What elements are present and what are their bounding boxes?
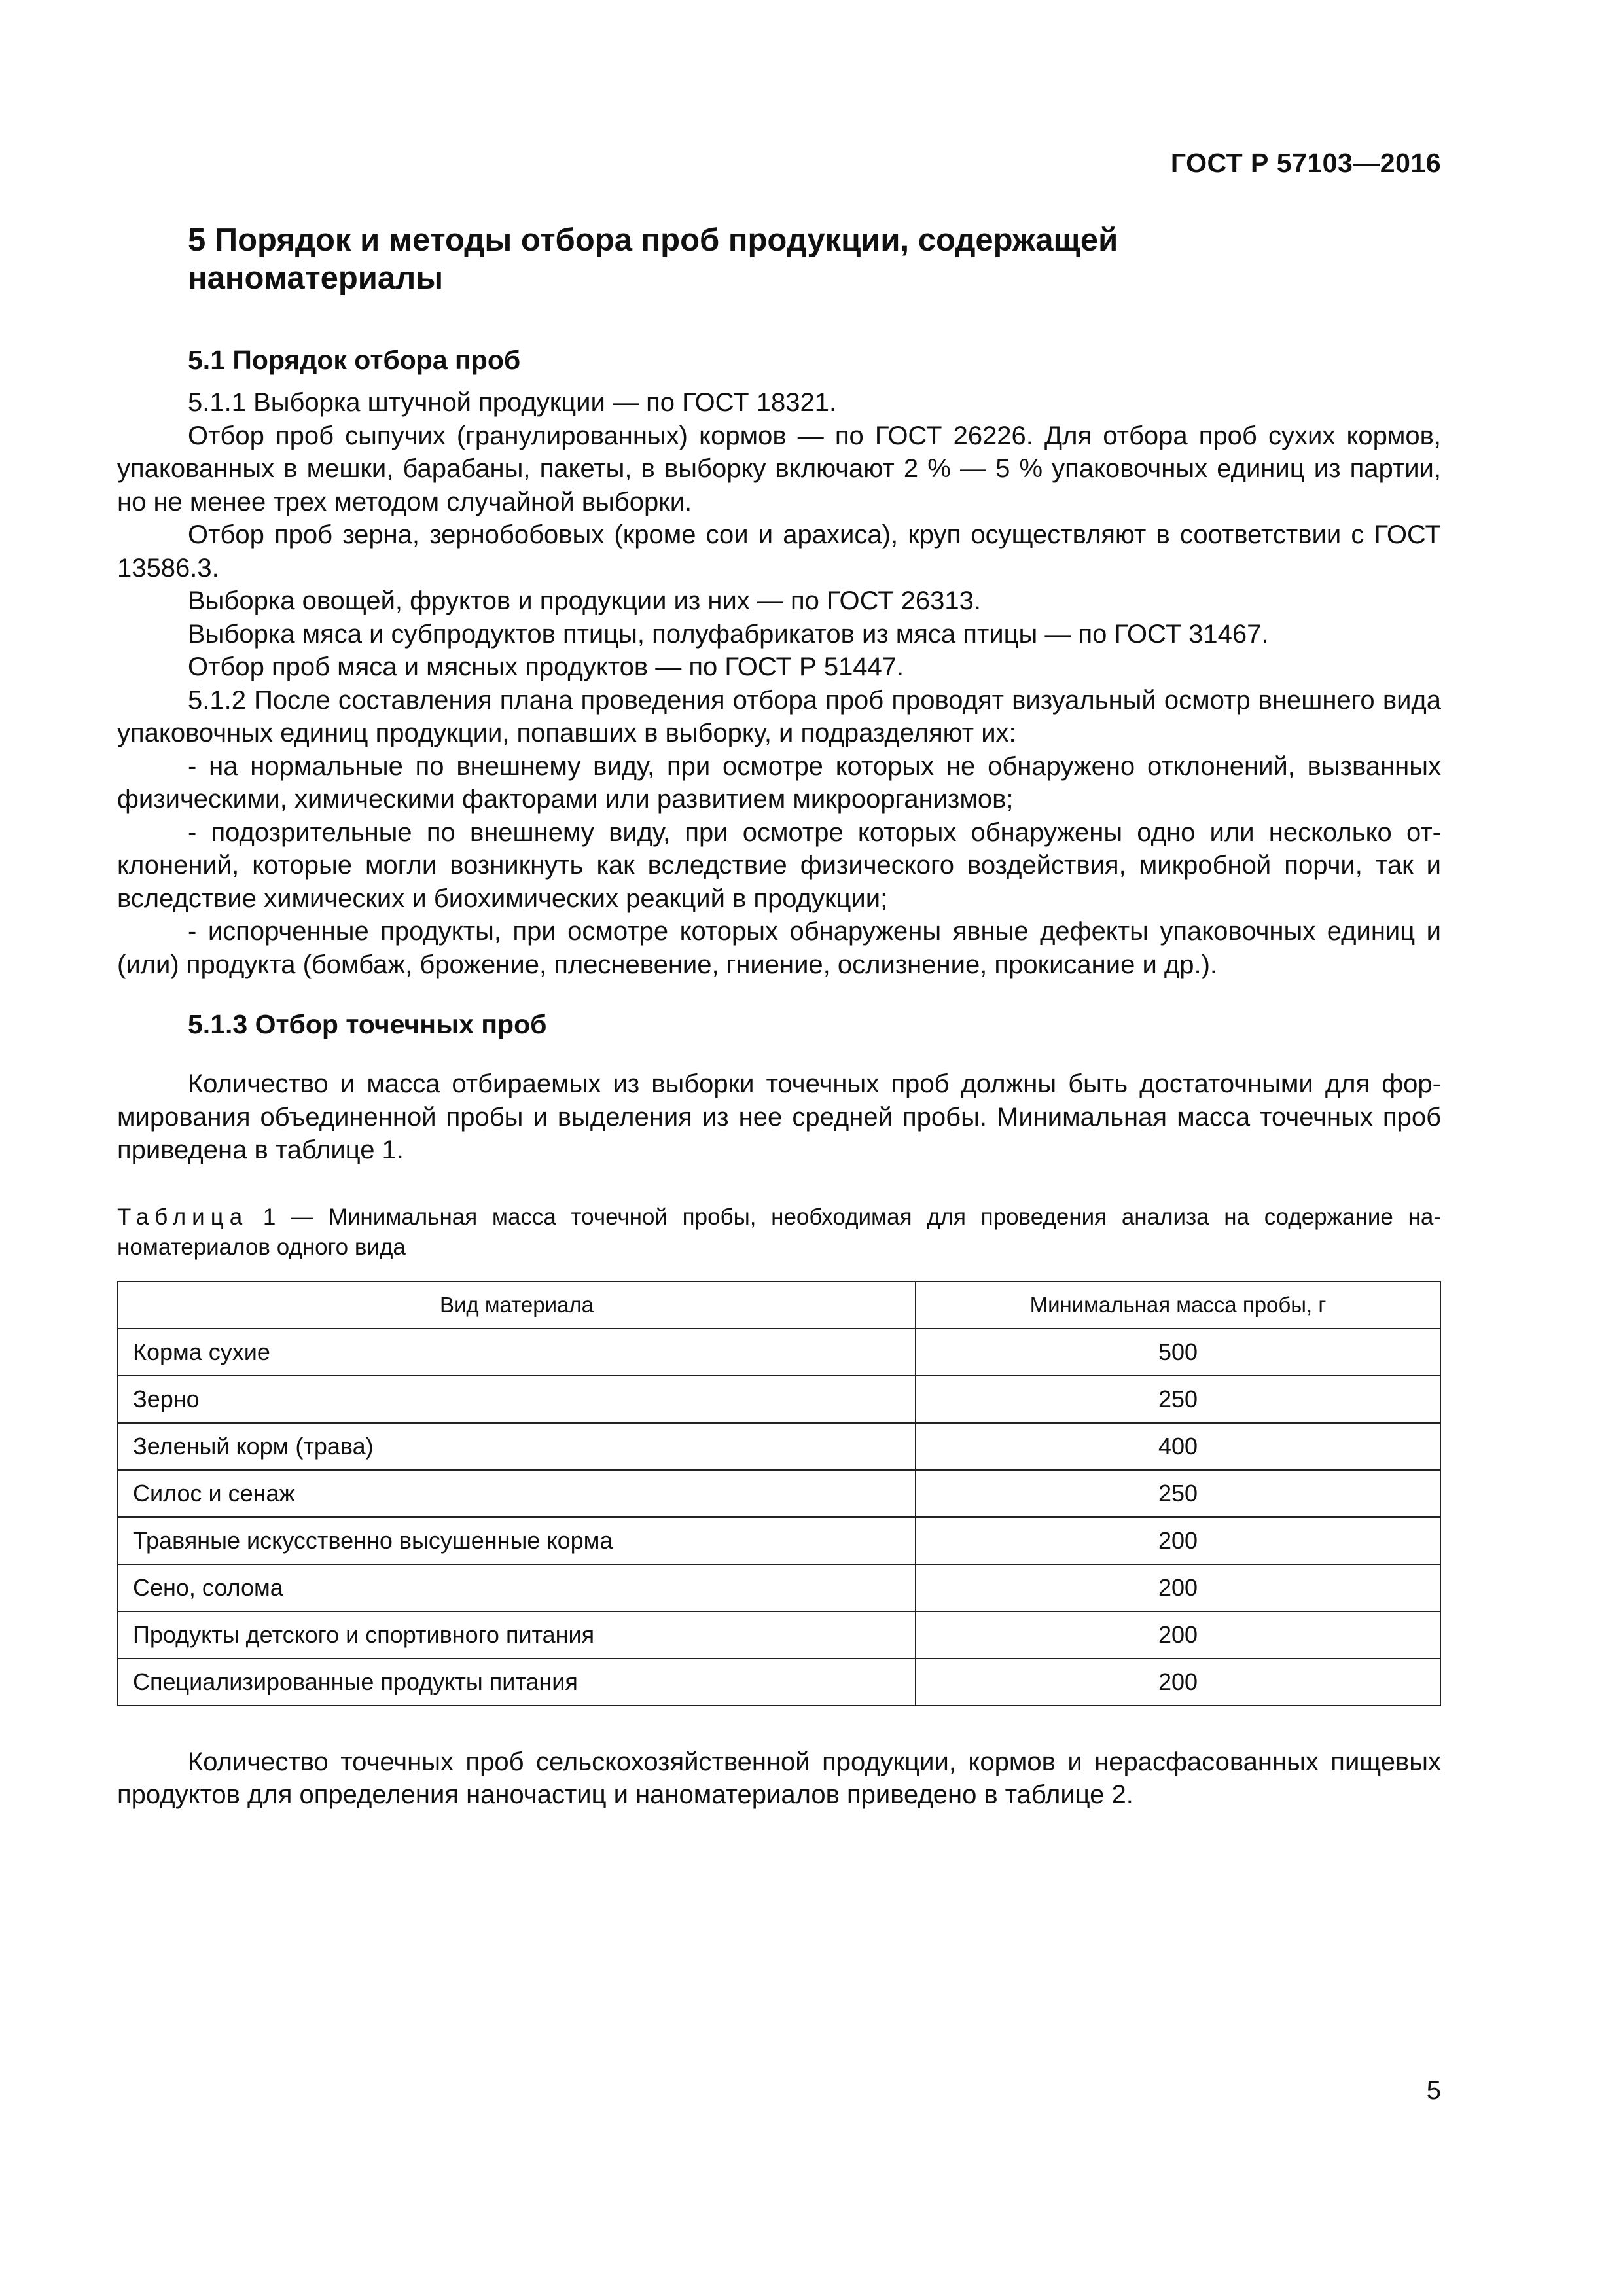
table-caption xyxy=(117,1202,1441,1263)
mass-cell: 200 xyxy=(916,1517,1440,1564)
list-item: - на нормальные по внешнему виду, при осмотре которых не обнаружено отклонений, вызванных физическими, химическими факторами или развитием микроорганизмов; xyxy=(117,751,1441,814)
material-cell: Травяные искусственно высушенные корма xyxy=(118,1517,916,1564)
paragraph: Выборка мяса и субпродуктов птицы, полуфабрикатов из мяса птицы — по ГОСТ 31467. xyxy=(188,619,1269,649)
document-number: ГОСТ Р 57103—2016 xyxy=(1170,148,1441,178)
mass-cell: 250 xyxy=(916,1470,1440,1517)
paragraph: Отбор проб зерна, зернобобовых (кроме сои и арахиса), круп осуществляют в соответствии с ГОСТ 13586.3. xyxy=(117,520,1441,583)
sample-mass-table xyxy=(117,1281,1441,1706)
table-row xyxy=(118,1423,1440,1470)
table-row xyxy=(118,1376,1440,1423)
list-item: - испорченные продукты, при осмотре которых обнаружены явные дефекты упаковочных единиц и (или) продукта (бомбаж, брожение, плесневение, гниение, ослизнение, прокисание и др.). xyxy=(117,917,1441,979)
material-cell: Силос и сенаж xyxy=(118,1470,916,1517)
paragraph: Количество и масса отбираемых из выборки точечных проб должны быть достаточными для формирования объединенной пробы и выделения из нее средней пробы. Минимальная масса точечных проб приведена в таблице 1. xyxy=(117,1069,1441,1164)
point-title: 5.1.3 Отбор точечных проб xyxy=(188,1009,547,1039)
mass-cell: 500 xyxy=(916,1329,1440,1376)
mass-cell: 250 xyxy=(916,1376,1440,1423)
column-header: Минимальная масса пробы, г xyxy=(916,1282,1440,1329)
page-content xyxy=(117,221,1441,1812)
table-row xyxy=(118,1329,1440,1376)
paragraph: Выборка овощей, фруктов и продукции из них — по ГОСТ 26313. xyxy=(188,586,982,615)
subsection-title: 5.1 Порядок отбора проб xyxy=(188,345,521,375)
paragraph: 5.1.1 Выборка штучной продукции — по ГОСТ 18321. xyxy=(188,388,837,417)
paragraph: Количество точечных проб сельскохозяйственной продукции, кормов и нерасфасованных пищевых продуктов для определения наночастиц и наноматериалов приведено в таблице 2. xyxy=(117,1747,1441,1809)
mass-cell: 400 xyxy=(916,1423,1440,1470)
column-header: Вид материала xyxy=(118,1282,916,1329)
section-title: 5 Порядок и методы отбора проб продукции, содержащей наноматериалы xyxy=(188,223,1118,296)
mass-cell: 200 xyxy=(916,1564,1440,1611)
table-caption-label: Таблица xyxy=(117,1204,249,1230)
table-row xyxy=(118,1611,1440,1659)
material-cell: Специализированные продукты питания xyxy=(118,1659,916,1706)
paragraph: Отбор проб мяса и мясных продуктов — по ГОСТ Р 51447. xyxy=(188,653,904,681)
table-caption-text: 1 — Минимальная масса точечной пробы, необходимая для проведения анализа на содержание наноматериалов одного вида xyxy=(117,1204,1441,1260)
table-row xyxy=(118,1564,1440,1611)
material-cell: Продукты детского и спортивного питания xyxy=(118,1611,916,1659)
paragraph: Отбор проб сыпучих (гранулированных) кормов — по ГОСТ 26226. Для отбора проб сухих кормов, упакованных в мешки, барабаны, пакеты, в выборку включают 2 % — 5 % упаковочных единиц из партии, но не менее трех методом случайной выборки. xyxy=(117,421,1441,516)
page-number: 5 xyxy=(1426,2076,1441,2105)
mass-cell: 200 xyxy=(916,1659,1440,1706)
paragraph: 5.1.2 После составления плана проведения отбора проб проводят визуальный осмотр внешнего вида упаковочных единиц продукции, попавших в выборку, и подразделяют их: xyxy=(117,685,1441,747)
table-row xyxy=(118,1470,1440,1517)
material-cell: Корма сухие xyxy=(118,1329,916,1376)
material-cell: Зерно xyxy=(118,1376,916,1423)
material-cell: Сено, солома xyxy=(118,1564,916,1611)
mass-cell: 200 xyxy=(916,1611,1440,1659)
table-row xyxy=(118,1659,1440,1706)
table-row xyxy=(118,1517,1440,1564)
list-item: - подозрительные по внешнему виду, при осмотре которых обнаружены одно или несколько отклонений, которые могли возникнуть как вследствие физического воздействия, микробной порчи, так и вследствие химических и биохимических реакций в продукции; xyxy=(117,817,1441,913)
table-header-row xyxy=(118,1282,1440,1329)
material-cell: Зеленый корм (трава) xyxy=(118,1423,916,1470)
